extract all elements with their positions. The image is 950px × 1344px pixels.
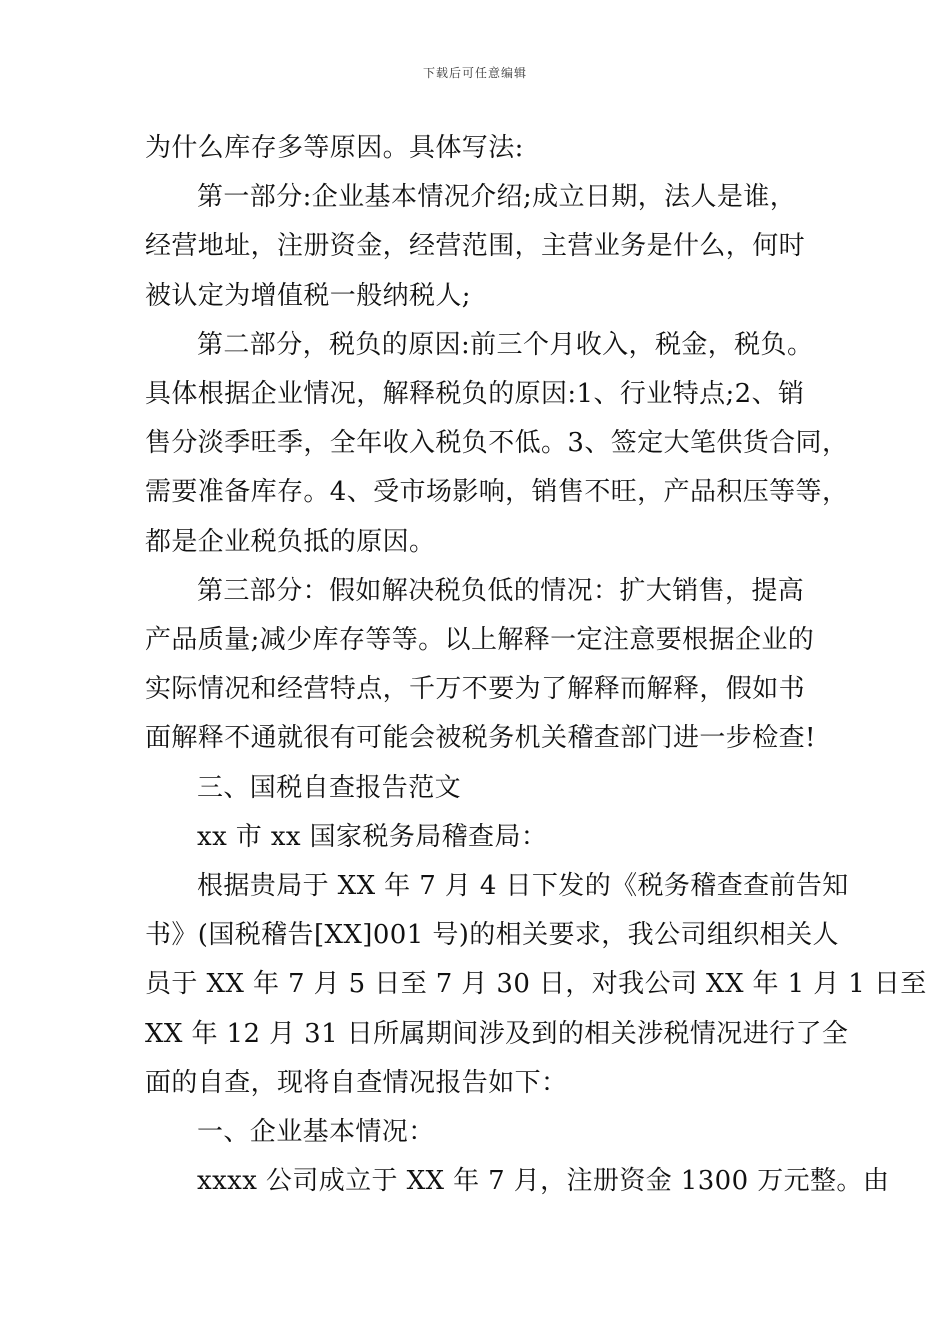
text-line: xxxx 公司成立于 XX 年 7 月，注册资金 1300 万元整。由: [197, 1166, 890, 1197]
text-line: 售分淡季旺季，全年收入税负不低。3、签定大笔供货合同，: [145, 428, 849, 459]
text-line: 具体根据企业情况，解释税负的原因:1、行业特点;2、销: [145, 379, 805, 410]
text-line: 面的自查，现将自查情况报告如下：: [145, 1067, 568, 1098]
text-line: 都是企业税负抵的原因。: [145, 526, 436, 557]
text-line: 第二部分，税负的原因:前三个月收入，税金，税负。: [197, 329, 814, 360]
text-line: 第三部分：假如解决税负低的情况：扩大销售，提高: [197, 575, 805, 606]
text-line: 员于 XX 年 7 月 5 日至 7 月 30 日，对我公司 XX 年 1 月 1 日至: [145, 969, 927, 1000]
text-line: 被认定为增值税一般纳税人;: [145, 280, 471, 311]
document-body: [145, 124, 927, 1206]
text-line: 面解释不通就很有可能会被税务机关稽查部门进一步检查!: [145, 723, 816, 754]
text-line: 为什么库存多等原因。具体写法:: [145, 133, 524, 163]
text-line: 产品质量;减少库存等等。以上解释一定注意要根据企业的: [145, 625, 815, 656]
text-line: 书》(国税稽告[XX]001 号)的相关要求，我公司组织相关人: [145, 920, 839, 951]
text-line: 实际情况和经营特点，千万不要为了解释而解释，假如书: [145, 674, 806, 705]
text-line: XX 年 12 月 31 日所属期间涉及到的相关涉税情况进行了全: [145, 1018, 849, 1049]
text-line: xx 市 xx 国家税务局稽查局：: [197, 821, 548, 852]
text-line: 三、国税自查报告范文: [197, 772, 462, 803]
text-line: 第一部分:企业基本情况介绍;成立日期，法人是谁，: [197, 182, 797, 213]
text-line: 需要准备库存。4、受市场影响，销售不旺，产品积压等等，: [145, 477, 849, 508]
text-line: 经营地址，注册资金，经营范围，主营业务是什么，何时: [145, 231, 806, 262]
text-line: 一、企业基本情况：: [197, 1117, 435, 1148]
page-header: 下载后可任意编辑: [422, 66, 527, 80]
text-line: 根据贵局于 XX 年 7 月 4 日下发的《税务稽查查前告知: [197, 871, 849, 902]
